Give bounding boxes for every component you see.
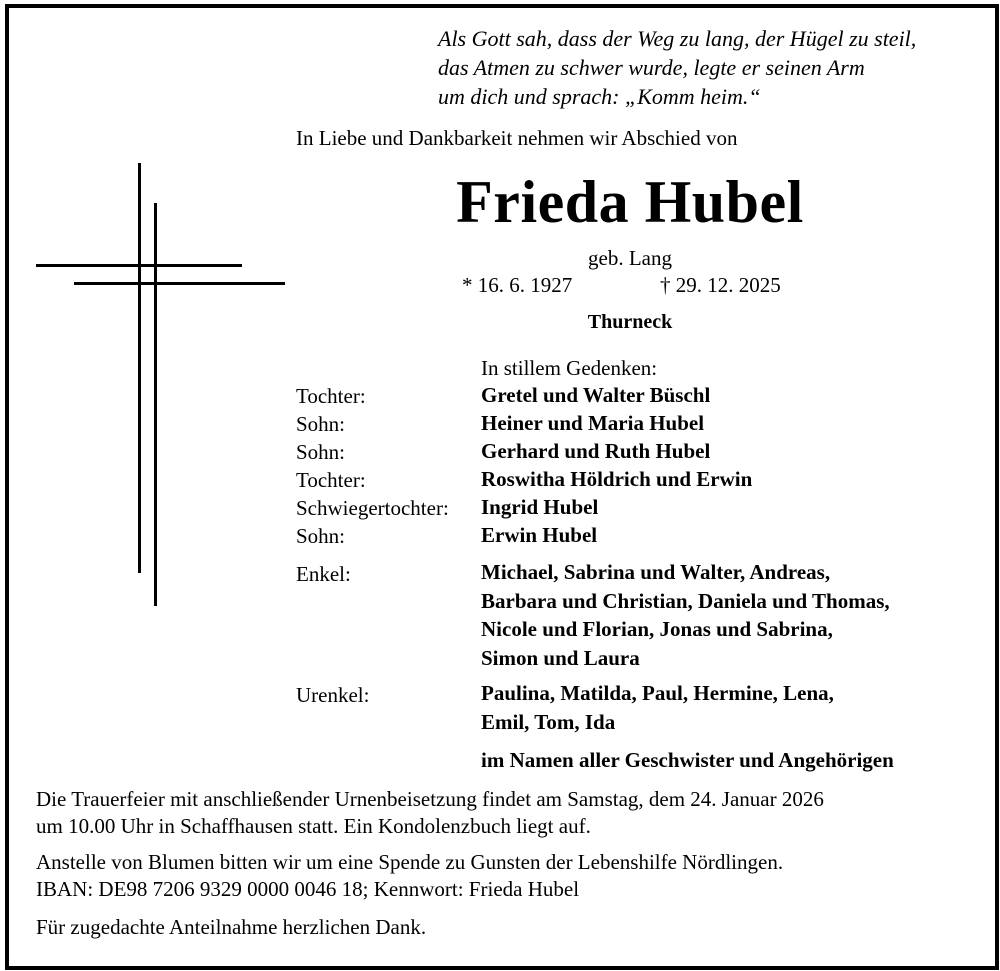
service-line: Die Trauerfeier mit anschließender Urnenbeisetzung findet am Samstag, dem 24. Januar 2026 [36, 787, 824, 811]
donation-line: Anstelle von Blumen bitten wir um eine Spende zu Gunsten der Lebenshilfe Nördlingen. [36, 850, 784, 874]
family-names: Erwin Hubel [481, 523, 598, 547]
relation-label: Schwiegertochter: [296, 496, 449, 520]
family-names: Ingrid Hubel [481, 495, 599, 519]
service-line: um 10.00 Uhr in Schaffhausen statt. Ein Kondolenzbuch liegt auf. [36, 814, 591, 838]
maiden-name: geb. Lang [588, 246, 672, 270]
relation-label: Tochter: [296, 384, 366, 408]
quote-line: Als Gott sah, dass der Weg zu lang, der Hügel zu steil, [438, 26, 917, 51]
hometown: Thurneck [587, 311, 673, 333]
quote-line: um dich und sprach: „Komm heim.“ [438, 84, 761, 109]
relation-label: Enkel: [296, 562, 351, 586]
grandchildren-names [481, 558, 890, 672]
mourners-heading: In stillem Gedenken: [481, 356, 658, 380]
relation-label: Tochter: [296, 468, 366, 492]
birth-date: * 16. 6. 1927 [462, 273, 573, 297]
great-grandchildren-names [481, 679, 834, 736]
family-names: Heiner und Maria Hubel [481, 411, 705, 435]
family-names: Roswitha Höldrich und Erwin [481, 467, 753, 491]
service-info [36, 786, 824, 840]
names-line: Paulina, Matilda, Paul, Hermine, Lena, [481, 681, 834, 705]
names-line: Simon und Laura [481, 645, 640, 670]
family-names: Gretel und Walter Büschl [481, 383, 711, 407]
donation-info [36, 849, 783, 903]
death-date: † 29. 12. 2025 [660, 273, 781, 297]
names-line: Emil, Tom, Ida [481, 709, 616, 734]
relation-label: Sohn: [296, 412, 346, 436]
family-names: Gerhard und Ruth Hubel [481, 439, 711, 463]
intro-text: In Liebe und Dankbarkeit nehmen wir Abschied von [296, 126, 738, 150]
names-line: Barbara und Christian, Daniela und Thomas, [481, 588, 890, 613]
names-line: Nicole und Florian, Jonas und Sabrina, [481, 617, 833, 641]
closing-line: im Namen aller Geschwister und Angehörigen [481, 748, 894, 772]
quote [438, 24, 916, 111]
quote-line: das Atmen zu schwer wurde, legte er seinen Arm [438, 55, 865, 80]
relation-label: Sohn: [296, 440, 346, 464]
donation-line: IBAN: DE98 7206 9329 0000 0046 18; Kennwort: Frieda Hubel [36, 877, 580, 901]
thanks-text: Für zugedachte Anteilnahme herzlichen Dank. [36, 915, 427, 939]
deceased-name: Frieda Hubel [456, 169, 804, 235]
names-line: Michael, Sabrina und Walter, Andreas, [481, 560, 831, 584]
relation-label: Urenkel: [296, 683, 370, 707]
relation-label: Sohn: [296, 524, 346, 548]
